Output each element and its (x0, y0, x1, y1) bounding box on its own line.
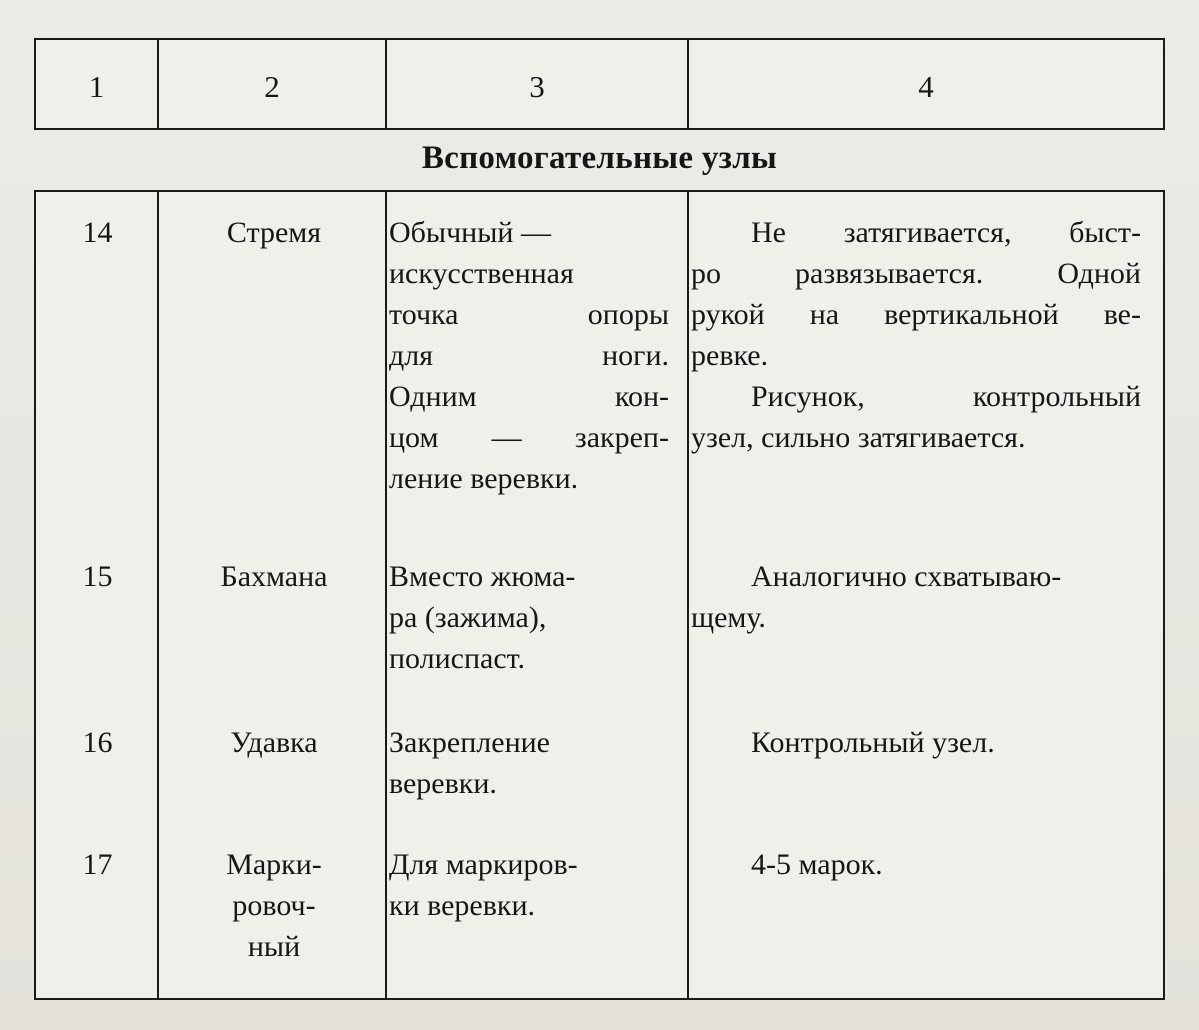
row-number: 17 (82, 848, 113, 881)
row-number: 14 (82, 216, 113, 249)
knot-usage (389, 844, 689, 926)
text-line: Вместо жюма- (389, 560, 576, 593)
text-line: ро развязывается. Одной (691, 257, 1141, 290)
knot-name (161, 844, 387, 967)
text-line: полиспаст. (389, 642, 526, 675)
knot-name-line: ровоч- (232, 889, 316, 922)
text-line: ра (зажима), (389, 601, 547, 634)
header-col-1: 1 (36, 40, 159, 128)
text-line: 4-5 марок. (751, 848, 883, 881)
knot-notes (691, 722, 1165, 763)
knot-notes (691, 556, 1165, 638)
text-line: ревке. (691, 339, 769, 372)
header-row (34, 38, 1165, 130)
text-line: точка опоры (389, 298, 669, 331)
knot-notes (691, 844, 1165, 885)
section-title: Вспомогательные узлы (421, 140, 778, 176)
knot-usage (389, 556, 689, 679)
knot-usage (389, 212, 689, 499)
text-line: Закрепление (389, 726, 551, 759)
text-line: ление веревки. (389, 462, 579, 495)
text-line: Одним кон- (389, 380, 669, 413)
text-line: веревки. (389, 767, 497, 800)
text-line: цом — закреп- (389, 421, 669, 454)
row-number: 15 (82, 560, 113, 593)
knot-name: Бахмана (220, 560, 328, 593)
text-line: Обычный — (389, 216, 551, 249)
header-col-4: 4 (918, 69, 934, 104)
header-col-3: 3 (387, 40, 689, 128)
text-line: Не затягивается, быст- (751, 216, 1141, 249)
row-number: 16 (82, 726, 113, 759)
knots-table (34, 190, 1165, 1000)
header-col-2: 2 (159, 40, 387, 128)
knot-name: Удавка (230, 726, 318, 759)
text-line: искусственная (389, 257, 574, 290)
knot-name-line: Марки- (226, 848, 322, 881)
text-line: для ноги. (389, 339, 669, 372)
text-line: Для маркиров- (389, 848, 578, 881)
text-line: узел, сильно затягивается. (691, 421, 1026, 454)
knot-usage (389, 722, 689, 804)
knot-notes (691, 212, 1165, 458)
knot-name: Стремя (226, 216, 322, 249)
knot-name-line: ный (247, 930, 301, 963)
text-line: щему. (691, 601, 766, 634)
text-line: Рисунок, контрольный (751, 380, 1141, 413)
text-line: рукой на вертикальной ве- (691, 298, 1141, 331)
text-line: ки веревки. (389, 889, 536, 922)
text-line: Аналогично схватываю- (751, 560, 1062, 593)
text-line: Контрольный узел. (751, 726, 995, 759)
